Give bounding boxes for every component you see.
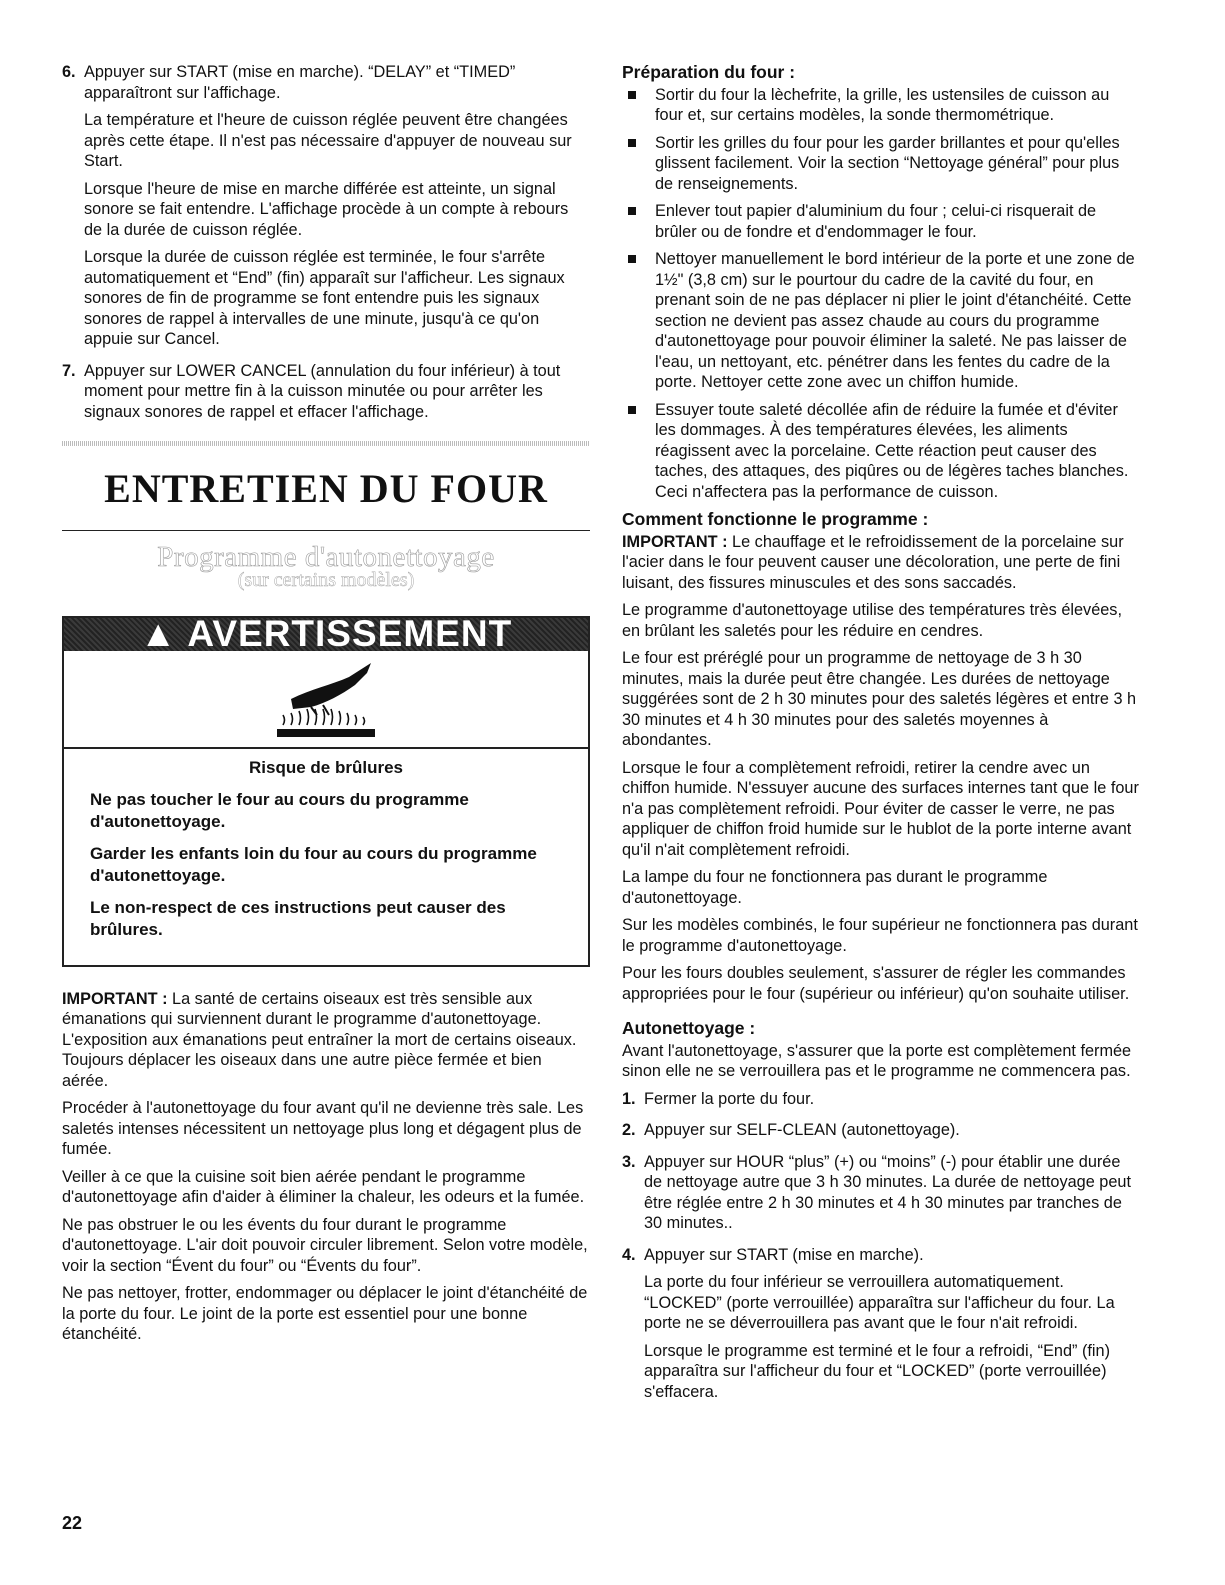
bullet-item — [622, 400, 1140, 503]
paragraph: Le programme d'autonettoyage utilise des températures très élevées, en brûlant les saletés pour les réduire en cendres. — [622, 601, 1122, 640]
step-6-text: Appuyer sur START (mise en marche). “DELAY” et “TIMED” apparaîtront sur l'affichage. — [84, 63, 516, 102]
section-subtitle: Programme d'autonettoyage — [157, 541, 495, 573]
important-label: IMPORTANT : — [62, 989, 168, 1008]
paragraph: Le four est préréglé pour un programme de nettoyage de 3 h 30 minutes, mais la durée peut être changée. Les durées de nettoyage suggérées sont de 2 h 30 minutes pour des saletés légères et entre 3 h 30 minutes et 4 h 30 minutes pour des saletés moyennes à abondantes. — [622, 649, 1137, 749]
warning-line: Le non-respect de ces instructions peut causer des brûlures. — [90, 897, 506, 939]
warning-body — [64, 749, 588, 965]
prep-heading: Préparation du four : — [622, 62, 796, 82]
step-number: 3. — [622, 1152, 636, 1171]
left-column — [62, 62, 590, 1352]
bullet-text: Enlever tout papier d'aluminium du four ; celui-ci risquerait de brûler ou de fondre et d'endommager le four. — [655, 202, 1097, 241]
paragraph: Ne pas obstruer le ou les évents du four durant le programme d'autonettoyage. L'air doit pouvoir circuler librement. Selon votre modèle, voir la section “Évent du four” ou “Évents du four”. — [62, 1215, 588, 1275]
bullet-item — [622, 249, 1140, 393]
bullet-icon — [622, 85, 655, 126]
bullet-icon — [622, 133, 655, 195]
bullet-item — [622, 133, 1140, 195]
step-6 — [62, 62, 590, 357]
section-title: ENTRETIEN DU FOUR — [104, 466, 548, 511]
bullet-item — [622, 85, 1140, 126]
step-6-paragraph: Lorsque la durée de cuisson réglée est terminée, le four s'arrête automatiquement et “End” (fin) apparaît sur l'afficheur. Les signaux sonores de fin de programme se font entendre puis les signaux sonores de rappel à intervalles de une minute, jusqu'à ce qu'on appuie sur Cancel. — [84, 248, 565, 348]
warning-header-label: AVERTISSEMENT — [187, 613, 513, 654]
paragraph: Sur les modèles combinés, le four supérieur ne fonctionnera pas durant le programme d'autonettoyage. — [622, 916, 1138, 955]
warning-box — [62, 613, 590, 967]
bullet-icon — [622, 201, 655, 242]
important-label: IMPORTANT : — [622, 532, 728, 551]
step-6-paragraph: La température et l'heure de cuisson réglée peuvent être changées après cette étape. Il n'est pas nécessaire d'appuyer de nouveau sur Start. — [84, 111, 572, 170]
how-heading: Comment fonctionne le programme : — [622, 509, 929, 529]
step-text: Appuyer sur START (mise en marche). — [644, 1245, 924, 1264]
step — [622, 1152, 1140, 1241]
warning-line: Ne pas toucher le four au cours du programme d'autonettoyage. — [90, 789, 469, 831]
step-7 — [62, 361, 590, 430]
bullet-icon — [622, 400, 655, 503]
step — [622, 1245, 1140, 1410]
bullet-icon — [622, 249, 655, 393]
right-column — [622, 62, 1140, 1413]
burn-hazard-icon — [64, 651, 588, 749]
section-subsubtitle: (sur certains modèles) — [237, 568, 415, 591]
step-number: 6. — [62, 63, 76, 81]
step-text: Appuyer sur SELF-CLEAN (autonettoyage). — [644, 1121, 960, 1139]
warning-line: Garder les enfants loin du four au cours du programme d'autonettoyage. — [90, 843, 537, 885]
step-paragraph: Lorsque le programme est terminé et le four a refroidi, “End” (fin) apparaîtra sur l'afficheur du four et “LOCKED” (porte verrouillée) s'effacera. — [644, 1341, 1111, 1401]
dotted-divider — [62, 441, 590, 446]
paragraph: Pour les fours doubles seulement, s'assurer de régler les commandes appropriées pour le four (supérieur ou inférieur) qu'on souhaite utiliser. — [622, 964, 1130, 1003]
title-divider — [62, 530, 590, 531]
auto-heading: Autonettoyage : — [622, 1018, 756, 1038]
step-text: Appuyer sur HOUR “plus” (+) ou “moins” (-) pour établir une durée de nettoyage autre que 3 h 30 minutes. La durée de nettoyage peut être réglée entre 2 h 30 minutes et 4 h 30 minutes par tranches de 30 minutes.. — [644, 1152, 1131, 1232]
step-number: 4. — [622, 1245, 636, 1264]
important-text: Le chauffage et le refroidissement de la porcelaine sur l'acier dans le four peuvent causer une décoloration, une perte de fini luisant, des fissures minuscules et des sons saccadés. — [622, 532, 1124, 592]
step-number: 1. — [622, 1089, 636, 1108]
paragraph: Avant l'autonettoyage, s'assurer que la porte est complètement fermée sinon elle ne se verrouillera pas et le programme ne commencera pas. — [622, 1041, 1132, 1080]
bullet-text: Sortir du four la lèchefrite, la grille, les ustensiles de cuisson au four et, sur certains modèles, la sonde thermométrique. — [655, 85, 1110, 124]
step-paragraph: La porte du four inférieur se verrouillera automatiquement. “LOCKED” (porte verrouillée) apparaîtra sur l'afficheur du four. La porte ne se déverrouillera pas avant que le four n'ait refroidi. — [644, 1273, 1115, 1332]
step — [622, 1089, 1140, 1117]
paragraph: La lampe du four ne fonctionnera pas durant le programme d'autonettoyage. — [622, 868, 1048, 907]
step — [622, 1120, 1140, 1148]
step-7-text: Appuyer sur LOWER CANCEL (annulation du four inférieur) à tout moment pour mettre fin à la cuisson minutée ou pour arrêter les signaux sonores de rappel et effacer l'affichage. — [84, 361, 561, 421]
step-number: 7. — [62, 361, 76, 380]
warning-triangle-icon: ▲ — [139, 613, 178, 654]
how-important — [622, 532, 1140, 594]
warning-risk: Risque de brûlures — [249, 757, 403, 777]
paragraph: Veiller à ce que la cuisine soit bien aérée pendant le programme d'autonettoyage afin d'aider à éliminer la chaleur, les odeurs et la fumée. — [62, 1167, 585, 1206]
step-text: Fermer la porte du four. — [644, 1089, 815, 1108]
paragraph: Lorsque le four a complètement refroidi, retirer la cendre avec un chiffon humide. N'essuyer aucune des surfaces internes tant que le four n'a pas complètement refroidi. Pour éviter de casser le verre, ne pas appliquer de chiffon froid humide sur le hublot de la porte interne avant qu'il n'ait complètement refroidi. — [622, 758, 1139, 859]
important-text: La santé de certains oiseaux est très sensible aux émanations qui surviennent durant le programme d'autonettoyage. L'exposition aux émanations peut entraîner la mort de certains oiseaux. Toujours déplacer les oiseaux dans une autre pièce fermée et bien aérée. — [62, 989, 577, 1090]
bullet-text: Essuyer toute saleté décollée afin de réduire la fumée et d'éviter les dommages. À des températures élevées, les aliments réagissent avec la porcelaine. Cette réaction peut causer des taches, des attaques, des piqûres ou de légères taches blanches. Ceci n'affectera pas la performance de cuisson. — [655, 400, 1129, 501]
step-6-paragraph: Lorsque l'heure de mise en marche différée est atteinte, un signal sonore se fait entendre. L'affichage procède à un compte à rebours de la durée de cuisson réglée. — [84, 179, 569, 239]
bullet-text: Sortir les grilles du four pour les garder brillantes et pour qu'elles glissent facilement. Voir la section “Nettoyage général” pour plus de renseignements. — [655, 133, 1120, 193]
bullet-item — [622, 201, 1140, 242]
warning-header — [64, 613, 588, 654]
paragraph: Ne pas nettoyer, frotter, endommager ou déplacer le joint d'étanchéité de la porte du four. Le joint de la porte est essentiel pour une bonne étanchéité. — [62, 1284, 588, 1343]
important-note — [62, 989, 590, 1092]
paragraph: Procéder à l'autonettoyage du four avant qu'il ne devienne très sale. Les saletés intenses nécessitent un nettoyage plus long et dégagent plus de fumée. — [62, 1099, 584, 1158]
step-number: 2. — [622, 1121, 636, 1139]
page-number: 22 — [62, 1513, 83, 1533]
bullet-text: Nettoyer manuellement le bord intérieur de la porte et une zone de 1½" (3,8 cm) sur le pourtour du cadre de la cavité du four, en prenant soin de ne pas déplacer ni plier le joint d'étanchéité. Cette section ne devient pas assez chaude au cours du programme d'autonettoyage pour pouvoir éliminer la saleté. Ne pas laisser de l'eau, un nettoyant, etc. pénétrer dans les fentes du cadre de la porte. Nettoyer cette zone avec un chiffon humide. — [655, 250, 1135, 391]
